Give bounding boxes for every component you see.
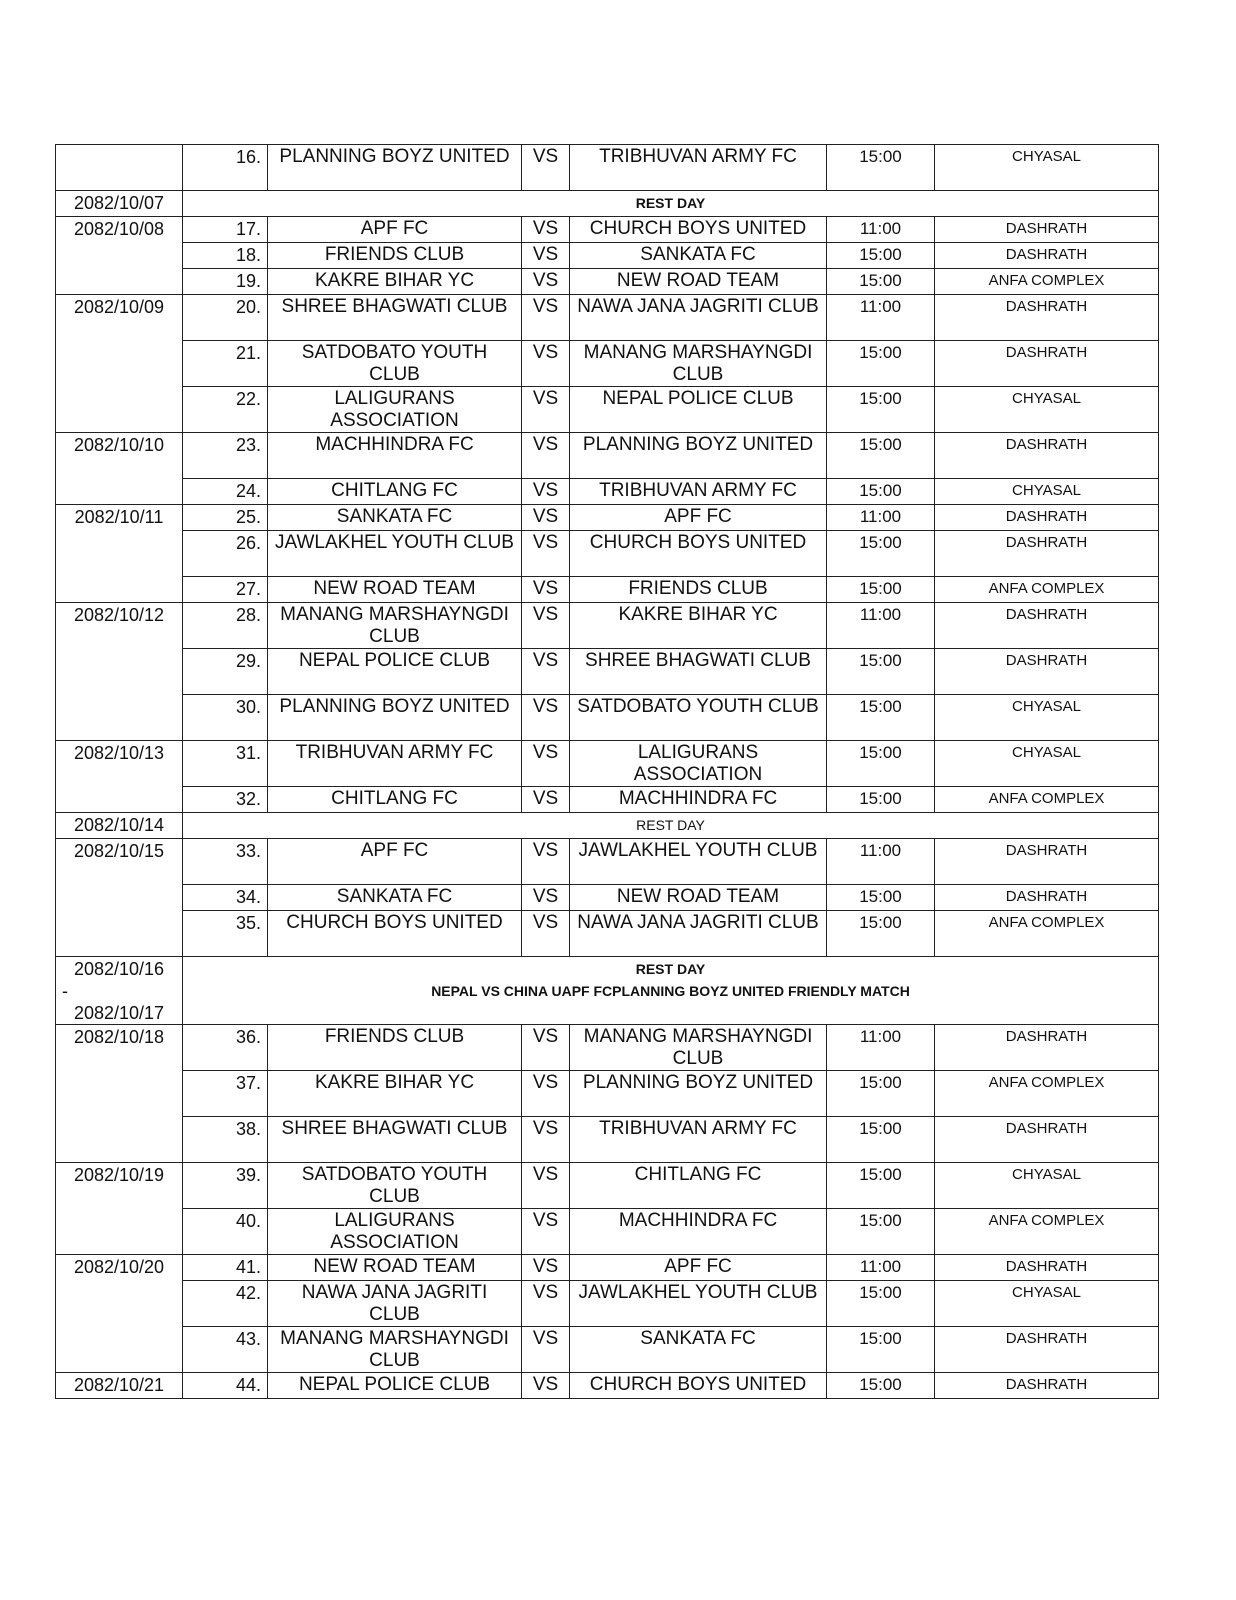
kickoff-time: 11:00 xyxy=(827,295,935,341)
home-team: SHREE BHAGWATI CLUB xyxy=(268,1117,522,1163)
match-date: 2082/10/08 xyxy=(56,217,183,295)
kickoff-time: 15:00 xyxy=(827,1117,935,1163)
venue: ANFA COMPLEX xyxy=(935,1209,1159,1255)
match-number: 43. xyxy=(183,1327,268,1373)
vs-label: VS xyxy=(522,387,570,433)
kickoff-time: 11:00 xyxy=(827,603,935,649)
match-row xyxy=(56,1117,1159,1163)
venue: DASHRATH xyxy=(935,1255,1159,1281)
vs-label: VS xyxy=(522,1163,570,1209)
home-team: CHURCH BOYS UNITED xyxy=(268,911,522,957)
date-range-dash: - xyxy=(62,981,68,1001)
venue: CHYASAL xyxy=(935,1281,1159,1327)
match-number: 16. xyxy=(183,145,268,191)
away-team: MACHHINDRA FC xyxy=(570,787,827,813)
match-row xyxy=(56,741,1159,787)
vs-label: VS xyxy=(522,603,570,649)
away-team: MACHHINDRA FC xyxy=(570,1209,827,1255)
venue: DASHRATH xyxy=(935,649,1159,695)
vs-label: VS xyxy=(522,1281,570,1327)
vs-label: VS xyxy=(522,839,570,885)
vs-label: VS xyxy=(522,433,570,479)
home-team: APF FC xyxy=(268,839,522,885)
away-team: NAWA JANA JAGRITI CLUB xyxy=(570,295,827,341)
match-row xyxy=(56,649,1159,695)
away-team: PLANNING BOYZ UNITED xyxy=(570,433,827,479)
away-team: TRIBHUVAN ARMY FC xyxy=(570,1117,827,1163)
match-row xyxy=(56,1255,1159,1281)
match-date: 2082/10/09 xyxy=(56,295,183,433)
friendly-break-row xyxy=(56,957,1159,1025)
rest-day-label: REST DAY xyxy=(183,813,1159,839)
rest-day-row xyxy=(56,813,1159,839)
match-number: 42. xyxy=(183,1281,268,1327)
match-row xyxy=(56,885,1159,911)
venue: DASHRATH xyxy=(935,295,1159,341)
venue: DASHRATH xyxy=(935,531,1159,577)
match-date xyxy=(56,145,183,191)
match-date: 2082/10/21 xyxy=(56,1373,183,1399)
venue: ANFA COMPLEX xyxy=(935,1071,1159,1117)
vs-label: VS xyxy=(522,1373,570,1399)
home-team: PLANNING BOYZ UNITED xyxy=(268,145,522,191)
venue: DASHRATH xyxy=(935,505,1159,531)
vs-label: VS xyxy=(522,649,570,695)
vs-label: VS xyxy=(522,269,570,295)
home-team: NAWA JANA JAGRITI CLUB xyxy=(268,1281,522,1327)
away-team: FRIENDS CLUB xyxy=(570,577,827,603)
kickoff-time: 15:00 xyxy=(827,911,935,957)
home-team: LALIGURANS ASSOCIATION xyxy=(268,1209,522,1255)
match-date: 2082/10/10 xyxy=(56,433,183,505)
match-number: 22. xyxy=(183,387,268,433)
vs-label: VS xyxy=(522,1071,570,1117)
match-row xyxy=(56,145,1159,191)
home-team: KAKRE BIHAR YC xyxy=(268,1071,522,1117)
match-row xyxy=(56,479,1159,505)
match-number: 32. xyxy=(183,787,268,813)
home-team: SATDOBATO YOUTH CLUB xyxy=(268,341,522,387)
kickoff-time: 15:00 xyxy=(827,577,935,603)
match-number: 39. xyxy=(183,1163,268,1209)
venue: DASHRATH xyxy=(935,243,1159,269)
vs-label: VS xyxy=(522,911,570,957)
away-team: CHURCH BOYS UNITED xyxy=(570,217,827,243)
match-number: 37. xyxy=(183,1071,268,1117)
match-number: 38. xyxy=(183,1117,268,1163)
match-number: 27. xyxy=(183,577,268,603)
venue: DASHRATH xyxy=(935,1025,1159,1071)
away-team: APF FC xyxy=(570,1255,827,1281)
rest-date: 2082/10/14 xyxy=(56,813,183,839)
match-row xyxy=(56,387,1159,433)
kickoff-time: 15:00 xyxy=(827,531,935,577)
away-team: PLANNING BOYZ UNITED xyxy=(570,1071,827,1117)
home-team: SATDOBATO YOUTH CLUB xyxy=(268,1163,522,1209)
break-date: 2082/10/16 xyxy=(73,959,165,979)
home-team: NEPAL POLICE CLUB xyxy=(268,1373,522,1399)
kickoff-time: 15:00 xyxy=(827,479,935,505)
venue: DASHRATH xyxy=(935,603,1159,649)
kickoff-time: 11:00 xyxy=(827,217,935,243)
venue: DASHRATH xyxy=(935,1373,1159,1399)
away-team: SHREE BHAGWATI CLUB xyxy=(570,649,827,695)
match-number: 23. xyxy=(183,433,268,479)
vs-label: VS xyxy=(522,505,570,531)
kickoff-time: 15:00 xyxy=(827,695,935,741)
home-team: MANANG MARSHAYNGDI CLUB xyxy=(268,1327,522,1373)
home-team: APF FC xyxy=(268,217,522,243)
venue: CHYASAL xyxy=(935,145,1159,191)
kickoff-time: 15:00 xyxy=(827,433,935,479)
away-team: NEW ROAD TEAM xyxy=(570,885,827,911)
vs-label: VS xyxy=(522,531,570,577)
away-team: SATDOBATO YOUTH CLUB xyxy=(570,695,827,741)
kickoff-time: 15:00 xyxy=(827,1209,935,1255)
away-team: SANKATA FC xyxy=(570,1327,827,1373)
away-team: CHURCH BOYS UNITED xyxy=(570,531,827,577)
away-team: APF FC xyxy=(570,505,827,531)
home-team: MANANG MARSHAYNGDI CLUB xyxy=(268,603,522,649)
vs-label: VS xyxy=(522,145,570,191)
match-row xyxy=(56,295,1159,341)
match-row xyxy=(56,531,1159,577)
vs-label: VS xyxy=(522,341,570,387)
away-team: MANANG MARSHAYNGDI CLUB xyxy=(570,341,827,387)
kickoff-time: 15:00 xyxy=(827,885,935,911)
match-number: 34. xyxy=(183,885,268,911)
vs-label: VS xyxy=(522,1025,570,1071)
rest-day-row xyxy=(56,191,1159,217)
venue: CHYASAL xyxy=(935,1163,1159,1209)
vs-label: VS xyxy=(522,741,570,787)
vs-label: VS xyxy=(522,217,570,243)
match-row xyxy=(56,1163,1159,1209)
away-team: CHURCH BOYS UNITED xyxy=(570,1373,827,1399)
venue: ANFA COMPLEX xyxy=(935,787,1159,813)
kickoff-time: 15:00 xyxy=(827,787,935,813)
away-team: JAWLAKHEL YOUTH CLUB xyxy=(570,839,827,885)
rest-date: 2082/10/07 xyxy=(56,191,183,217)
vs-label: VS xyxy=(522,243,570,269)
match-number: 41. xyxy=(183,1255,268,1281)
venue: DASHRATH xyxy=(935,885,1159,911)
match-date: 2082/10/18 xyxy=(56,1025,183,1163)
match-number: 24. xyxy=(183,479,268,505)
kickoff-time: 15:00 xyxy=(827,243,935,269)
kickoff-time: 15:00 xyxy=(827,387,935,433)
vs-label: VS xyxy=(522,1117,570,1163)
kickoff-time: 15:00 xyxy=(827,649,935,695)
match-number: 33. xyxy=(183,839,268,885)
match-number: 25. xyxy=(183,505,268,531)
venue: DASHRATH xyxy=(935,433,1159,479)
kickoff-time: 11:00 xyxy=(827,505,935,531)
away-team: JAWLAKHEL YOUTH CLUB xyxy=(570,1281,827,1327)
venue: DASHRATH xyxy=(935,341,1159,387)
kickoff-time: 15:00 xyxy=(827,145,935,191)
match-number: 30. xyxy=(183,695,268,741)
match-number: 18. xyxy=(183,243,268,269)
home-team: FRIENDS CLUB xyxy=(268,243,522,269)
match-row xyxy=(56,839,1159,885)
away-team: TRIBHUVAN ARMY FC xyxy=(570,479,827,505)
away-team: MANANG MARSHAYNGDI CLUB xyxy=(570,1025,827,1071)
home-team: NEPAL POLICE CLUB xyxy=(268,649,522,695)
match-row xyxy=(56,505,1159,531)
match-number: 44. xyxy=(183,1373,268,1399)
friendly-info xyxy=(183,957,1159,1025)
match-row xyxy=(56,1025,1159,1071)
home-team: FRIENDS CLUB xyxy=(268,1025,522,1071)
match-row xyxy=(56,911,1159,957)
fixtures-table xyxy=(55,144,1159,1399)
home-team: MACHHINDRA FC xyxy=(268,433,522,479)
kickoff-time: 15:00 xyxy=(827,741,935,787)
venue: CHYASAL xyxy=(935,695,1159,741)
away-team: LALIGURANS ASSOCIATION xyxy=(570,741,827,787)
match-date: 2082/10/11 xyxy=(56,505,183,603)
kickoff-time: 15:00 xyxy=(827,1281,935,1327)
match-row xyxy=(56,1327,1159,1373)
match-row xyxy=(56,243,1159,269)
match-number: 20. xyxy=(183,295,268,341)
kickoff-time: 15:00 xyxy=(827,341,935,387)
home-team: TRIBHUVAN ARMY FC xyxy=(268,741,522,787)
away-team: KAKRE BIHAR YC xyxy=(570,603,827,649)
kickoff-time: 15:00 xyxy=(827,1071,935,1117)
home-team: NEW ROAD TEAM xyxy=(268,1255,522,1281)
away-team: NEW ROAD TEAM xyxy=(570,269,827,295)
break-dates xyxy=(56,957,183,1025)
match-number: 40. xyxy=(183,1209,268,1255)
kickoff-time: 11:00 xyxy=(827,1255,935,1281)
vs-label: VS xyxy=(522,577,570,603)
match-number: 29. xyxy=(183,649,268,695)
match-number: 21. xyxy=(183,341,268,387)
vs-label: VS xyxy=(522,1255,570,1281)
home-team: SANKATA FC xyxy=(268,885,522,911)
match-row xyxy=(56,1373,1159,1399)
kickoff-time: 15:00 xyxy=(827,1373,935,1399)
match-number: 36. xyxy=(183,1025,268,1071)
match-row xyxy=(56,603,1159,649)
home-team: PLANNING BOYZ UNITED xyxy=(268,695,522,741)
venue: DASHRATH xyxy=(935,1327,1159,1373)
home-team: JAWLAKHEL YOUTH CLUB xyxy=(268,531,522,577)
match-row xyxy=(56,787,1159,813)
kickoff-time: 15:00 xyxy=(827,269,935,295)
match-date: 2082/10/19 xyxy=(56,1163,183,1255)
home-team: CHITLANG FC xyxy=(268,787,522,813)
match-number: 19. xyxy=(183,269,268,295)
match-number: 26. xyxy=(183,531,268,577)
kickoff-time: 15:00 xyxy=(827,1327,935,1373)
away-team: NEPAL POLICE CLUB xyxy=(570,387,827,433)
vs-label: VS xyxy=(522,695,570,741)
rest-day-label: REST DAY xyxy=(183,191,1159,217)
venue: DASHRATH xyxy=(935,217,1159,243)
match-row xyxy=(56,577,1159,603)
venue: DASHRATH xyxy=(935,1117,1159,1163)
home-team: SANKATA FC xyxy=(268,505,522,531)
venue: CHYASAL xyxy=(935,741,1159,787)
break-date: 2082/10/17 xyxy=(73,1003,165,1023)
match-row xyxy=(56,217,1159,243)
away-team: CHITLANG FC xyxy=(570,1163,827,1209)
venue: CHYASAL xyxy=(935,479,1159,505)
venue: ANFA COMPLEX xyxy=(935,577,1159,603)
friendly-match-note: NEPAL VS CHINA UAPF FCPLANNING BOYZ UNITED FRIENDLY MATCH xyxy=(431,983,910,999)
home-team: SHREE BHAGWATI CLUB xyxy=(268,295,522,341)
home-team: NEW ROAD TEAM xyxy=(268,577,522,603)
match-row xyxy=(56,433,1159,479)
match-date: 2082/10/12 xyxy=(56,603,183,741)
venue: ANFA COMPLEX xyxy=(935,911,1159,957)
home-team: LALIGURANS ASSOCIATION xyxy=(268,387,522,433)
venue: DASHRATH xyxy=(935,839,1159,885)
venue: CHYASAL xyxy=(935,387,1159,433)
match-number: 17. xyxy=(183,217,268,243)
match-date: 2082/10/15 xyxy=(56,839,183,957)
vs-label: VS xyxy=(522,1327,570,1373)
vs-label: VS xyxy=(522,885,570,911)
match-date: 2082/10/20 xyxy=(56,1255,183,1373)
venue: ANFA COMPLEX xyxy=(935,269,1159,295)
kickoff-time: 11:00 xyxy=(827,1025,935,1071)
home-team: KAKRE BIHAR YC xyxy=(268,269,522,295)
away-team: TRIBHUVAN ARMY FC xyxy=(570,145,827,191)
home-team: CHITLANG FC xyxy=(268,479,522,505)
vs-label: VS xyxy=(522,1209,570,1255)
kickoff-time: 11:00 xyxy=(827,839,935,885)
away-team: SANKATA FC xyxy=(570,243,827,269)
vs-label: VS xyxy=(522,295,570,341)
kickoff-time: 15:00 xyxy=(827,1163,935,1209)
match-row xyxy=(56,1071,1159,1117)
rest-day-label: REST DAY xyxy=(635,961,706,977)
match-row xyxy=(56,341,1159,387)
match-number: 35. xyxy=(183,911,268,957)
match-row xyxy=(56,1281,1159,1327)
match-number: 31. xyxy=(183,741,268,787)
away-team: NAWA JANA JAGRITI CLUB xyxy=(570,911,827,957)
match-row xyxy=(56,695,1159,741)
match-row xyxy=(56,269,1159,295)
match-date: 2082/10/13 xyxy=(56,741,183,813)
match-row xyxy=(56,1209,1159,1255)
vs-label: VS xyxy=(522,479,570,505)
fixture-sheet xyxy=(55,144,1159,1399)
vs-label: VS xyxy=(522,787,570,813)
match-number: 28. xyxy=(183,603,268,649)
